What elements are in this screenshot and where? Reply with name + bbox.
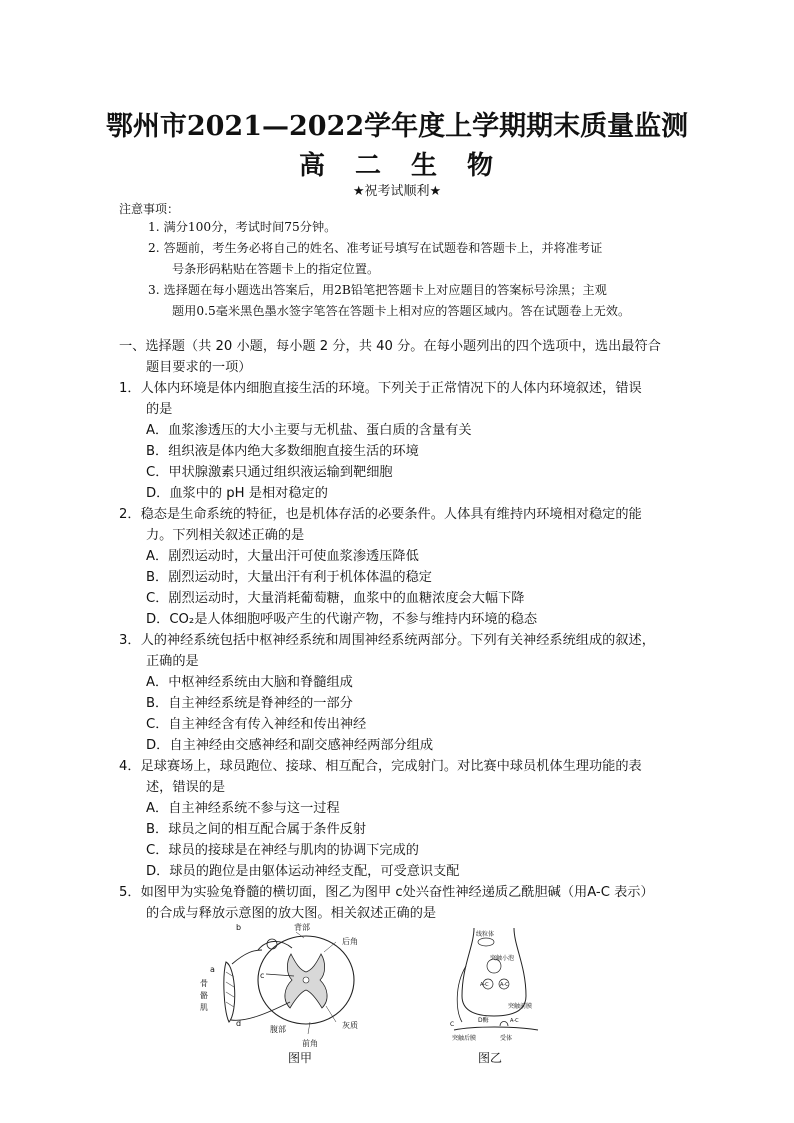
notes-heading: 注意事项： [119,202,180,216]
label-receptor: 受体 [500,1035,513,1042]
question-stem: 2．稳态是生命系统的特征，也是机体存活的必要条件。人体具有维持内环境相对稳定的能 [119,507,642,522]
subject-title [0,145,794,182]
option: B．组织液是体内绝大多数细胞直接生活的环境 [146,444,419,459]
option: D．血浆中的 pH 是相对稳定的 [146,486,328,501]
label-b: b [236,923,242,932]
subject-char: 二 [354,151,383,181]
option: C．自主神经含有传入神经和传出神经 [146,717,367,732]
label-muscle: 肌 [200,1003,208,1012]
label-bone: 骨 [200,979,208,988]
afferent-nerve [232,950,262,964]
note-item: 题用0.5毫米黑色墨水签字笔答在答题卡上相对应的答题区域内。答在试题卷上无效。 [172,304,631,318]
label-c: c [260,971,265,980]
option: A．自主神经系统不参与这一过程 [146,801,340,816]
question-stem-cont: 述，错误的是 [146,780,226,795]
question-stem-cont: 正确的是 [146,654,199,669]
question-stem: 5．如图甲为实验兔脊髓的横切面，图乙为图甲 c处兴奋性神经递质乙酰胆碱（用A-C 表示） [119,885,654,900]
figure-yi-synapse [444,926,548,1044]
label-ac: A-C [500,982,509,988]
mitochondrion [478,938,494,946]
ganglion [267,939,277,949]
note-item: 3. 选择题在每小题选出答案后，用2B铅笔把答题卡上对应题目的答案标号涂黑；主观 [148,283,607,297]
label-belly: 腹部 [270,1025,286,1034]
question-stem-cont: 的合成与释放示意图的放大图。相关叙述正确的是 [146,906,437,921]
label-back: 背部 [294,923,310,932]
label-posterior-horn: 后角 [342,937,358,946]
option: B．球员之间的相互配合属于条件反射 [146,822,367,837]
label-vesicle: 突触小泡 [490,955,515,962]
option: A．剧烈运动时，大量出汗可使血浆渗透压降低 [146,549,419,564]
figure-jia-spinal-cord [196,922,386,1052]
option: D．球员的跑位是由躯体运动神经支配，可受意识支配 [146,864,460,879]
question-stem: 3．人的神经系统包括中枢神经系统和周围神经系统两部分。下列有关神经系统组成的叙述， [119,633,655,648]
label-grey-matter: 灰质 [342,1021,358,1030]
label-marrow: 骼 [200,991,208,1000]
note-item: 号条形码粘贴在答题卡上的指定位置。 [172,262,380,276]
figure-yi-caption: 图乙 [478,1051,503,1065]
question-stem: 1．人体内环境是体内细胞直接生活的环境。下列关于正常情况下的人体内环境叙述，错误 [119,381,642,396]
note-item: 2. 答题前，考生务必将自己的姓名、准考证号填写在试题卷和答题卡上，并将准考证 [148,241,603,255]
question-stem: 4．足球赛场上，球员跑位、接球、相互配合，完成射门。对比赛中球员机体生理功能的表 [119,759,642,774]
postsynaptic-membrane [454,1027,538,1030]
label-c: C [450,1021,455,1028]
question-stem-cont: 力。下列相关叙述正确的是 [146,528,305,543]
question-stem-cont: 的是 [146,402,173,417]
good-luck-line: ★祝考试顺利★ [352,184,442,199]
label-d-enzyme: D酶 [478,1017,489,1024]
subject-char: 高 [298,151,327,181]
label-ac: A-C [510,1018,519,1024]
figure-jia-caption: 图甲 [288,1051,313,1065]
section-heading-cont: 题目要求的一项） [146,360,252,375]
option: A．血浆渗透压的大小主要与无机盐、蛋白质的含量有关 [146,423,472,438]
option: C．甲状腺激素只通过组织液运输到靶细胞 [146,465,393,480]
receptor [500,1022,508,1027]
label-mitochondria: 线粒体 [476,931,495,938]
subject-char: 生 [411,151,440,181]
exam-title: 鄂州市2021—2022学年度上学期期末质量监测 [105,111,689,142]
label-postsynaptic-membrane: 突触后膜 [452,1035,477,1042]
option: B．剧烈运动时，大量出汗有利于机体体温的稳定 [146,570,432,585]
label-d: d [236,1019,242,1028]
section-heading: 一、选择题（共 20 小题，每小题 2 分，共 40 分。在每小题列出的四个选项中，选出最符合 [119,339,661,354]
label-presynaptic-membrane: 突触前膜 [508,1003,533,1010]
note-item: 1. 满分100分，考试时间75分钟。 [148,220,337,234]
option: C．剧烈运动时，大量消耗葡萄糖，血浆中的血糖浓度会大幅下降 [146,591,525,606]
option: A．中枢神经系统由大脑和脊髓组成 [146,675,353,690]
option: B．自主神经系统是脊神经的一部分 [146,696,353,711]
muscle-shape [224,962,235,1022]
subject-char: 物 [467,151,496,181]
label-ac: A-C [480,982,489,988]
central-canal [303,977,309,983]
option: D．自主神经由交感神经和副交感神经两部分组成 [146,738,434,753]
label-a: a [210,965,215,974]
option: D．CO₂是人体细胞呼吸产生的代谢产物，不参与维持内环境的稳态 [146,612,538,627]
label-anterior-horn: 前角 [302,1039,318,1048]
option: C．球员的接球是在神经与肌肉的协调下完成的 [146,843,419,858]
